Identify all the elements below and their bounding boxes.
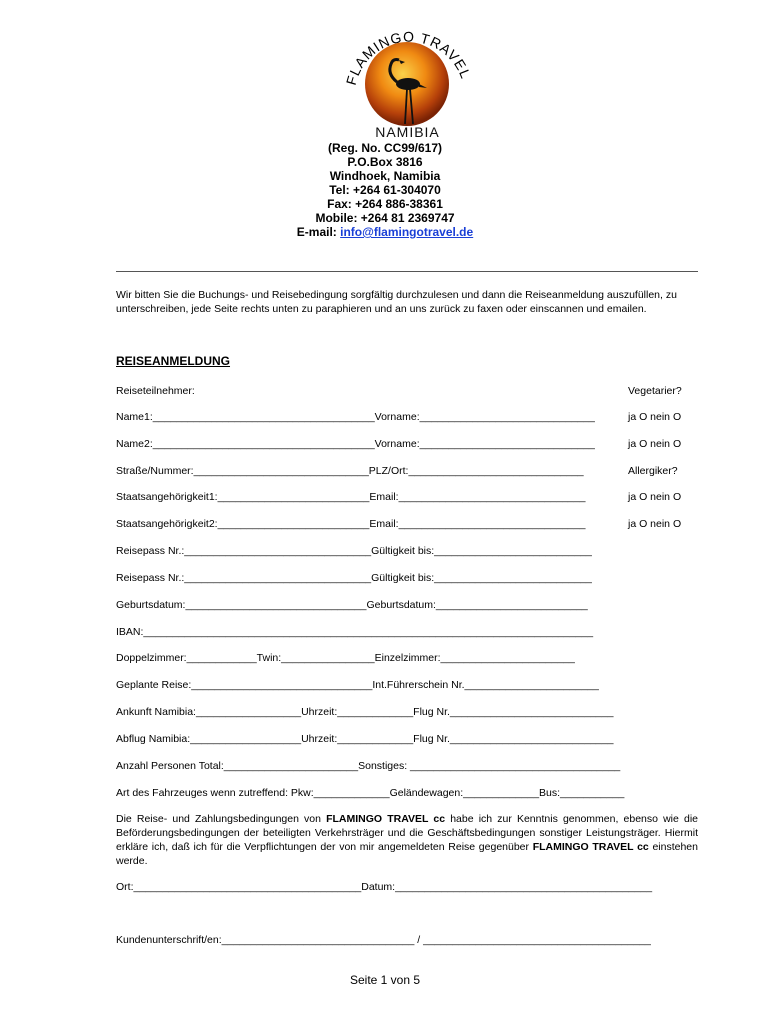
nationality2-field[interactable]: Staatsangehörigkeit2:__________________________Email:________________________________ — [116, 518, 586, 530]
street-field[interactable]: Straße/Nummer:______________________________PLZ/Ort:______________________________ — [116, 465, 584, 477]
email-label: E-mail: — [296, 225, 337, 239]
arrival-field[interactable]: Ankunft Namibia:__________________Uhrzeit:_____________Flug Nr.____________________________ — [116, 706, 614, 718]
allergy-label: Allergiker? — [628, 465, 678, 477]
place-date-field[interactable]: Ort:_______________________________________Datum:____________________________________________ — [116, 881, 653, 893]
terms-part3: einstehen werde. — [116, 841, 698, 867]
vehicle-field[interactable]: Art des Fahrzeuges wenn zutreffend: Pkw:_____________Geländewagen:_____________Bus:___________ — [116, 787, 625, 799]
vegetarian-yesno-2[interactable]: ja O nein O — [628, 438, 682, 450]
divider — [116, 271, 698, 272]
logo-brand-text: FLAMINGO TRAVEL — [342, 28, 475, 87]
terms-company-2: FLAMINGO TRAVEL cc — [532, 841, 649, 853]
iban-field[interactable]: IBAN:_____________________________________________________________________________ — [116, 626, 594, 638]
intro-text: Wir bitten Sie die Buchungs- und Reisebedingung sorgfältig durchzulesen und dann die Reiseanmeldung auszufüllen, zu unterschreiben, jede Seite rechts unten zu paraphieren und an uns zurück zu faxen oder einscannen und emailen. — [116, 289, 677, 315]
vegetarian-yesno-1[interactable]: ja O nein O — [628, 411, 682, 423]
planned-trip-field[interactable]: Geplante Reise:_______________________________Int.Führerschein Nr._______________________ — [116, 679, 599, 691]
city: Windhoek, Namibia — [329, 169, 441, 183]
allergy-yesno-1[interactable]: ja O nein O — [628, 491, 682, 503]
po-box: P.O.Box 3816 — [347, 155, 423, 169]
nationality1-field[interactable]: Staatsangehörigkeit1:__________________________Email:________________________________ — [116, 491, 586, 503]
logo-country-text: NAMIBIA — [375, 124, 440, 140]
terms-company: FLAMINGO TRAVEL cc — [326, 813, 446, 825]
mobile: Mobile: +264 81 2369747 — [315, 211, 455, 225]
departure-field[interactable]: Abflug Namibia:___________________Uhrzeit:_____________Flug Nr.____________________________ — [116, 733, 614, 745]
rooms-field[interactable]: Doppelzimmer:____________Twin:________________Einzelzimmer:_______________________ — [116, 652, 575, 664]
name1-field[interactable]: Name1:______________________________________Vorname:______________________________ — [116, 411, 595, 423]
passport2-field[interactable]: Reisepass Nr.:________________________________Gültigkeit bis:___________________________ — [116, 572, 592, 584]
persons-field[interactable]: Anzahl Personen Total:_______________________Sonstiges: ____________________________________ — [116, 760, 621, 772]
name2-field[interactable]: Name2:______________________________________Vorname:______________________________ — [116, 438, 595, 450]
fax: Fax: +264 886-38361 — [327, 197, 443, 211]
email-line — [0, 226, 770, 240]
participants-label: Reiseteilnehmer: — [116, 385, 195, 397]
email-link[interactable]: info@flamingotravel.de — [340, 225, 474, 239]
terms-part1: Die Reise- und Zahlungsbedingungen von — [116, 813, 327, 825]
section-title: REISEANMELDUNG — [116, 354, 231, 368]
passport1-field[interactable]: Reisepass Nr.:________________________________Gültigkeit bis:___________________________ — [116, 545, 592, 557]
page-number: Seite 1 von 5 — [349, 973, 421, 987]
reg-number: (Reg. No. CC99/617) — [327, 141, 443, 155]
vegetarian-label: Vegetarier? — [628, 385, 682, 397]
terms-part2: habe ich zur Kenntnis genommen, ebenso wie die Beförderungsbedingungen der beteiligten Verkehrsträger und die Geschäftsbedingungen sonstiger Leistungsträger. Hiermit erkläre ich, daß ich für die Verpflichtungen der von mir angemeldeten Reise gegenüber — [116, 813, 698, 853]
terms-paragraph — [116, 812, 698, 868]
telephone: Tel: +264 61-304070 — [329, 183, 441, 197]
allergy-yesno-2[interactable]: ja O nein O — [628, 518, 682, 530]
birthdate-field[interactable]: Geburtsdatum:_______________________________Geburtsdatum:__________________________ — [116, 599, 588, 611]
logo — [335, 14, 480, 144]
signature-field[interactable]: Kundenunterschrift/en:_________________________________ / _______________________________________ — [116, 934, 651, 946]
